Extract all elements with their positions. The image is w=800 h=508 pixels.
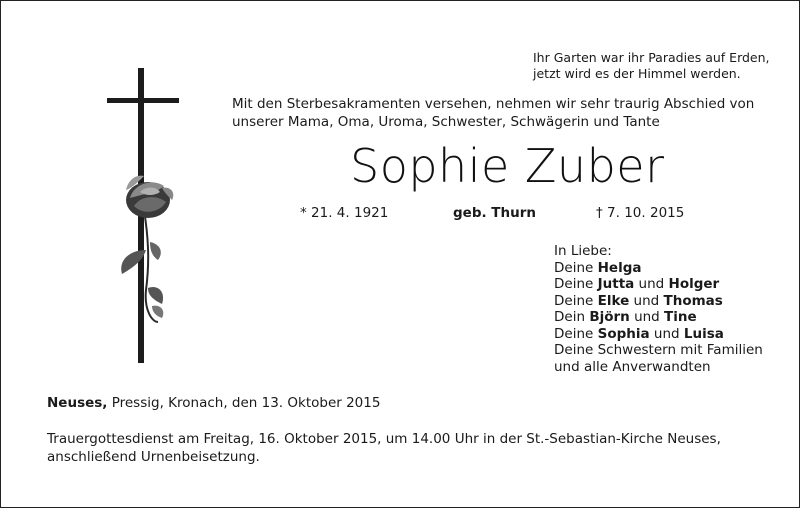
- intro-line-2: unserer Mama, Oma, Uroma, Schwester, Schwägerin und Tante: [232, 114, 660, 130]
- family-row: Deine Elke und Thomas: [554, 292, 723, 309]
- birth-date: * 21. 4. 1921: [300, 205, 389, 221]
- death-date: † 7. 10. 2015: [596, 205, 685, 221]
- quote: [533, 50, 770, 82]
- family-row: Deine Sophia und Luisa: [554, 325, 724, 342]
- place-bold: Neuses,: [47, 395, 108, 411]
- family-line-relatives: und alle Anverwandten: [554, 358, 711, 375]
- service-line-2: anschließend Urnenbeisetzung.: [47, 449, 260, 465]
- family-heading: In Liebe:: [554, 243, 612, 259]
- intro-line-1: Mit den Sterbesakramenten versehen, nehmen wir sehr traurig Abschied von: [232, 96, 755, 112]
- family-list: [554, 243, 763, 375]
- service-line-1: Trauergottesdienst am Freitag, 16. Oktober 2015, um 14.00 Uhr in der St.-Sebastian-Kirche Neuses,: [47, 431, 721, 447]
- intro-text: [232, 95, 754, 131]
- deceased-name: Sophie Zuber: [350, 139, 665, 193]
- service-info: [47, 430, 721, 466]
- quote-line-2: jetzt wird es der Himmel werden.: [533, 66, 741, 81]
- family-row: Dein Björn und Tine: [554, 309, 697, 325]
- family-row: Deine Helga: [554, 259, 642, 276]
- cross-with-rose-icon: [100, 60, 190, 370]
- place-rest: Pressig, Kronach, den 13. Oktober 2015: [107, 395, 381, 411]
- maiden-name: geb. Thurn: [453, 205, 537, 221]
- place-and-date: [47, 395, 380, 411]
- quote-line-1: Ihr Garten war ihr Paradies auf Erden,: [533, 50, 770, 65]
- family-line-siblings: Deine Schwestern mit Familien: [554, 342, 763, 358]
- family-row: Deine Jutta und Holger: [554, 276, 720, 292]
